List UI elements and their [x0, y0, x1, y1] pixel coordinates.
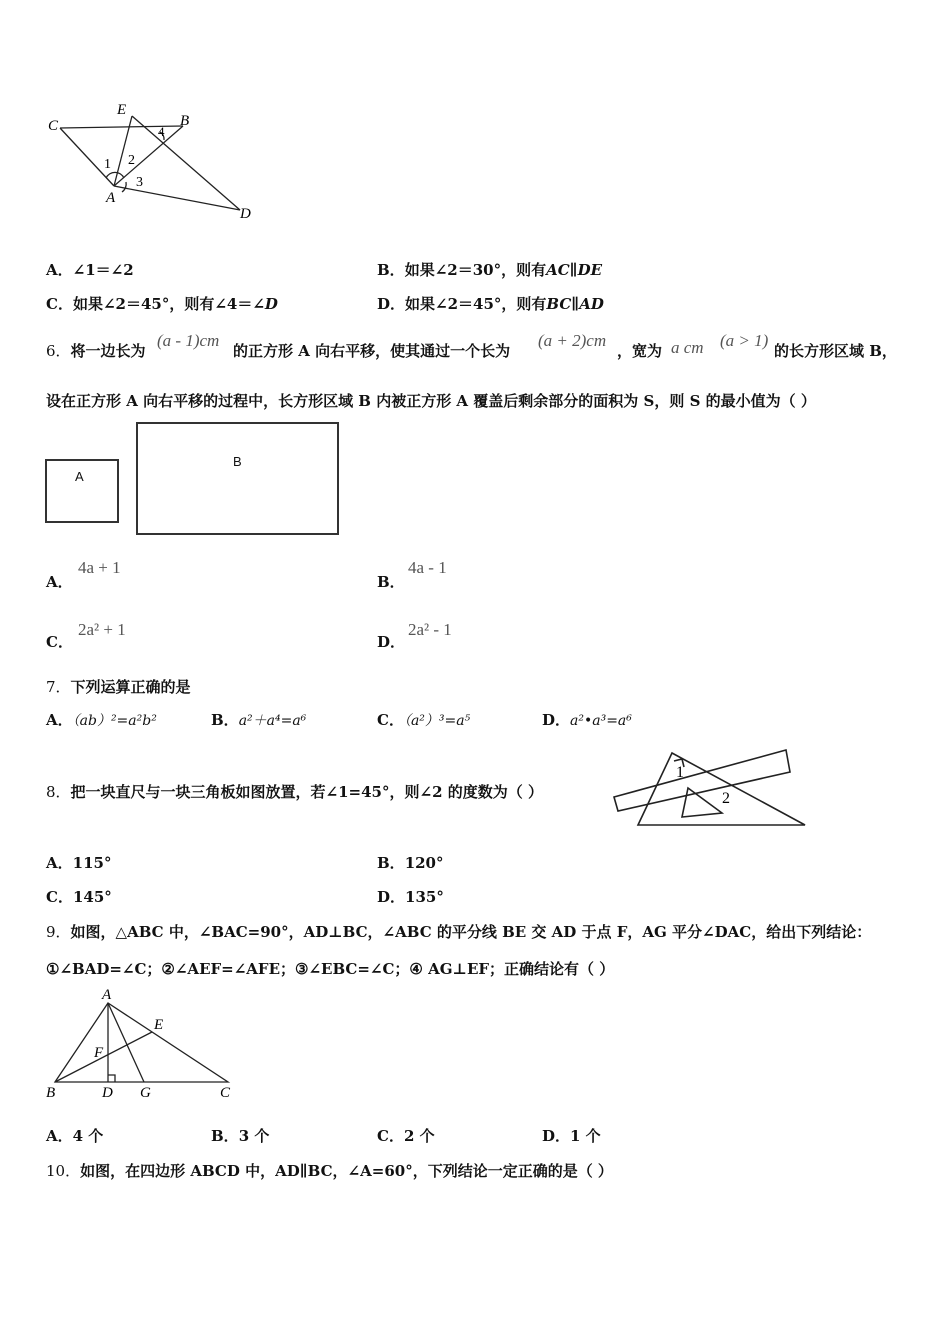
q9-label-f: F	[94, 1045, 104, 1061]
option-letter: A．	[46, 711, 73, 729]
q5-angle-2: 2	[128, 153, 135, 168]
q5-label-a: A	[106, 190, 116, 206]
rectangle-b	[136, 422, 339, 535]
option-letter: A．	[46, 854, 73, 872]
q6-option-c-letter: C．	[46, 633, 73, 651]
option-letter: C．	[46, 295, 73, 313]
q9-label-b: B	[46, 1085, 56, 1101]
q6-option-a-expr: 4a + 1	[78, 558, 121, 577]
q7-option-a	[46, 710, 157, 731]
q6-line1	[46, 341, 146, 361]
q9-line1-text: 如图，△ABC 中，∠BAC=90°，AD⊥BC，∠ABC 的平分线 BE 交 AD 于点 F，AG 平分∠DAC，给出下列结论：	[70, 923, 872, 941]
q9-label-c: C	[220, 1085, 231, 1101]
option-letter: D．	[542, 1127, 571, 1145]
q6-text-3: ，宽为	[617, 342, 663, 360]
rectangle-b-label: B	[233, 454, 242, 469]
q6-option-b-expr: 4a - 1	[408, 558, 447, 577]
option-expr: （ab）²=a²b²	[72, 713, 157, 729]
question-number: 8．	[46, 783, 71, 801]
q8-figure	[610, 745, 810, 830]
option-value: 145°	[72, 888, 112, 906]
question-number: 9．	[46, 923, 71, 941]
q10-stem-text: 如图，在四边形 ABCD 中，AD∥BC，∠A=60°，下列结论一定正确的是（ ）	[80, 1162, 613, 1180]
option-letter: D．	[377, 295, 406, 313]
option-letter: A．	[46, 261, 73, 279]
question-number: 6．	[46, 342, 71, 360]
option-expr: a²•a³=a⁶	[570, 713, 632, 729]
q8-option-a	[46, 853, 111, 873]
q6-option-d-letter: D．	[377, 633, 406, 651]
q5-angle-3: 3	[136, 175, 143, 190]
option-tail: AC∥DE	[546, 261, 603, 279]
option-letter: C．	[46, 888, 73, 906]
option-text: 如果∠2＝30°，则有	[404, 261, 547, 279]
option-letter: D．	[542, 711, 571, 729]
option-value: 135°	[405, 888, 444, 906]
q6-text-2: 的正方形 A 向右平移，使其通过一个长为	[233, 342, 511, 360]
q5-label-d: D	[240, 206, 251, 222]
option-letter: A．	[46, 1127, 73, 1145]
q6-option-c-expr: 2a² + 1	[78, 620, 126, 639]
option-letter: B．	[211, 1127, 239, 1145]
q8-angle-1: 1	[676, 764, 684, 781]
option-text: 如果∠2＝45°，则有	[405, 295, 547, 313]
q9-option-a	[46, 1126, 103, 1146]
q9-option-b	[211, 1126, 269, 1146]
option-letter: B．	[377, 261, 405, 279]
q8-stem-text: 把一块直尺与一块三角板如图放置，若∠1=45°，则∠2 的度数为（ ）	[70, 783, 543, 801]
option-tail: D	[264, 295, 278, 313]
q6-text-1: 将一边长为	[70, 342, 146, 360]
q5-angle-4: 4	[158, 124, 165, 139]
q9-option-d	[542, 1126, 601, 1146]
square-a	[45, 459, 119, 523]
q6-option-d-expr: 2a² - 1	[408, 620, 452, 639]
q5-label-e: E	[117, 102, 127, 118]
q6-math-4: (a > 1)	[720, 331, 769, 350]
q9-label-d: D	[102, 1085, 113, 1101]
q5-angle-1: 1	[104, 157, 111, 172]
q9-line2: ①∠BAD=∠C；②∠AEF=∠AFE；③∠EBC=∠C；④ AG⊥EF；正确结论有（ ）	[46, 960, 615, 978]
q5-label-b: B	[180, 113, 190, 129]
q6-math-2: (a + 2)cm	[538, 331, 607, 350]
q6-math-1: (a - 1)cm	[157, 331, 220, 350]
option-letter: D．	[377, 888, 406, 906]
q9-label-g: G	[140, 1085, 151, 1101]
q5-option-c	[46, 294, 278, 314]
q7-stem	[46, 677, 191, 697]
q5-label-c: C	[48, 118, 59, 134]
option-letter: C．	[377, 711, 404, 729]
option-expr: a²＋a⁴=a⁶	[238, 713, 307, 729]
question-number: 10．	[46, 1162, 81, 1180]
option-letter: B．	[211, 711, 239, 729]
option-letter: B．	[377, 854, 405, 872]
q8-option-d	[377, 887, 444, 907]
q9-figure	[40, 985, 240, 1105]
option-value: 120°	[404, 854, 444, 872]
q6-line2: 设在正方形 A 向右平移的过程中，长方形区域 B 内被正方形 A 覆盖后剩余部分的面积为 S，则 S 的最小值为（ ）	[46, 392, 816, 410]
q6-option-b-letter: B．	[377, 573, 405, 591]
option-text: ∠1＝∠2	[72, 261, 134, 279]
q5-option-b	[377, 260, 602, 280]
option-value: 2 个	[403, 1127, 435, 1145]
q6-option-a-letter: A．	[46, 573, 73, 591]
q5-figure	[40, 98, 270, 228]
q8-stem	[46, 782, 543, 802]
option-tail: BC∥AD	[546, 295, 604, 313]
option-value: 3 个	[238, 1127, 270, 1145]
q10-stem	[46, 1161, 613, 1181]
option-letter: C．	[377, 1127, 404, 1145]
option-value: 115°	[72, 854, 112, 872]
q8-option-b	[377, 853, 444, 873]
q6-text-4: 的长方形区域 B，	[774, 342, 897, 360]
q7-option-b	[211, 710, 306, 731]
option-value: 1 个	[570, 1127, 601, 1145]
question-number: 7．	[46, 678, 71, 696]
option-text: 如果∠2＝45°，则有∠4＝∠	[72, 295, 265, 313]
q8-angle-2: 2	[722, 790, 730, 807]
q9-label-e: E	[154, 1017, 164, 1033]
q5-option-a	[46, 260, 134, 280]
q9-line1	[46, 922, 871, 942]
square-a-label: A	[75, 469, 84, 484]
q7-option-c	[377, 710, 470, 731]
option-expr: （a²）³=a⁵	[403, 713, 471, 729]
q9-option-c	[377, 1126, 435, 1146]
option-value: 4 个	[72, 1127, 104, 1145]
q6-math-3: a cm	[671, 338, 704, 357]
q7-stem-text: 下列运算正确的是	[70, 678, 191, 696]
q7-option-d	[542, 710, 632, 731]
q5-option-d	[377, 294, 604, 314]
q8-option-c	[46, 887, 112, 907]
q9-label-a: A	[102, 987, 112, 1003]
